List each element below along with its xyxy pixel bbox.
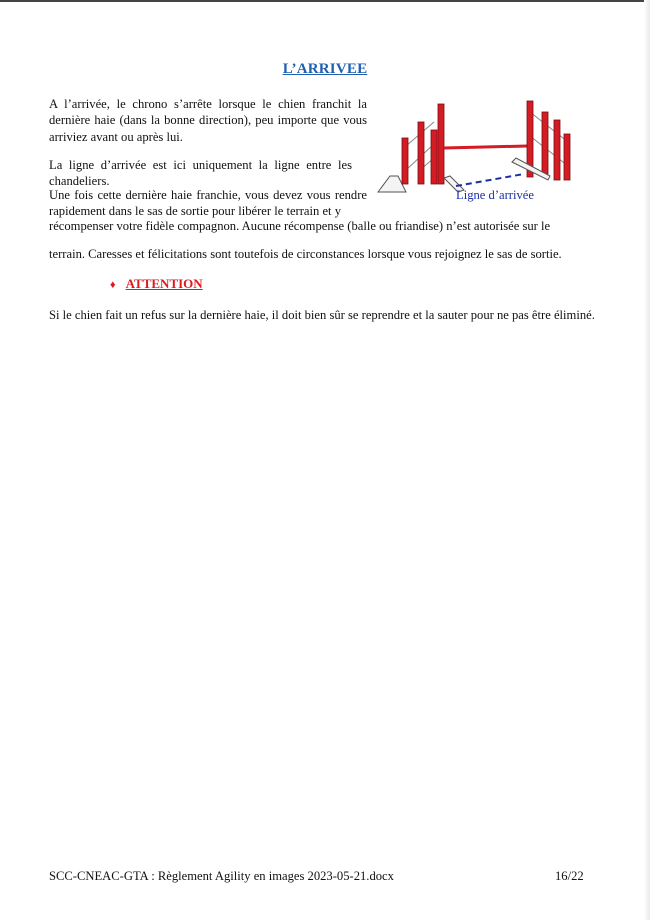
hurdle-bar bbox=[444, 146, 527, 148]
attention-heading bbox=[110, 276, 203, 292]
finish-line-dashed bbox=[456, 174, 524, 186]
finish-line-label: Ligne d’arrivée bbox=[456, 188, 534, 202]
page-title: L’ARRIVEE bbox=[282, 61, 368, 77]
paragraph-caresses: terrain. Caresses et félicitations sont toutefois de circonstances lorsque vous rejoignez le sas de sortie. bbox=[49, 247, 562, 261]
paragraph-finish-line: La ligne d’arrivée est ici uniquement la ligne entre les chandeliers. bbox=[49, 158, 352, 189]
paragraph-exit-sas: Une fois cette dernière haie franchie, vous devez vous rendre rapidement dans le sas de sortie pour libérer le terrain et y bbox=[49, 188, 367, 219]
page-edge-shadow bbox=[644, 0, 650, 920]
paragraph-reward: récompenser votre fidèle compagnon. Aucune récompense (balle ou friandise) n’est autorisée sur le bbox=[49, 219, 551, 233]
left-hurdle-wing bbox=[402, 104, 444, 184]
paragraph-arrival-chrono: A l’arrivée, le chrono s’arrête lorsque le chien franchit la dernière haie (dans la bonne direction), peu importe que vous arriviez avant ou après lui. bbox=[49, 97, 367, 144]
attention-label: ATTENTION bbox=[125, 276, 203, 291]
top-border bbox=[0, 0, 650, 2]
paragraph-refusal: Si le chien fait un refus sur la dernière haie, il doit bien sûr se reprendre et la sauter pour ne pas être éliminé. bbox=[49, 308, 595, 322]
footer-document-name: SCC-CNEAC-GTA : Règlement Agility en images 2023-05-21.docx bbox=[49, 869, 394, 883]
footer-page-number: 16/22 bbox=[555, 869, 584, 883]
diamond-bullet-icon: ♦ bbox=[110, 279, 116, 291]
